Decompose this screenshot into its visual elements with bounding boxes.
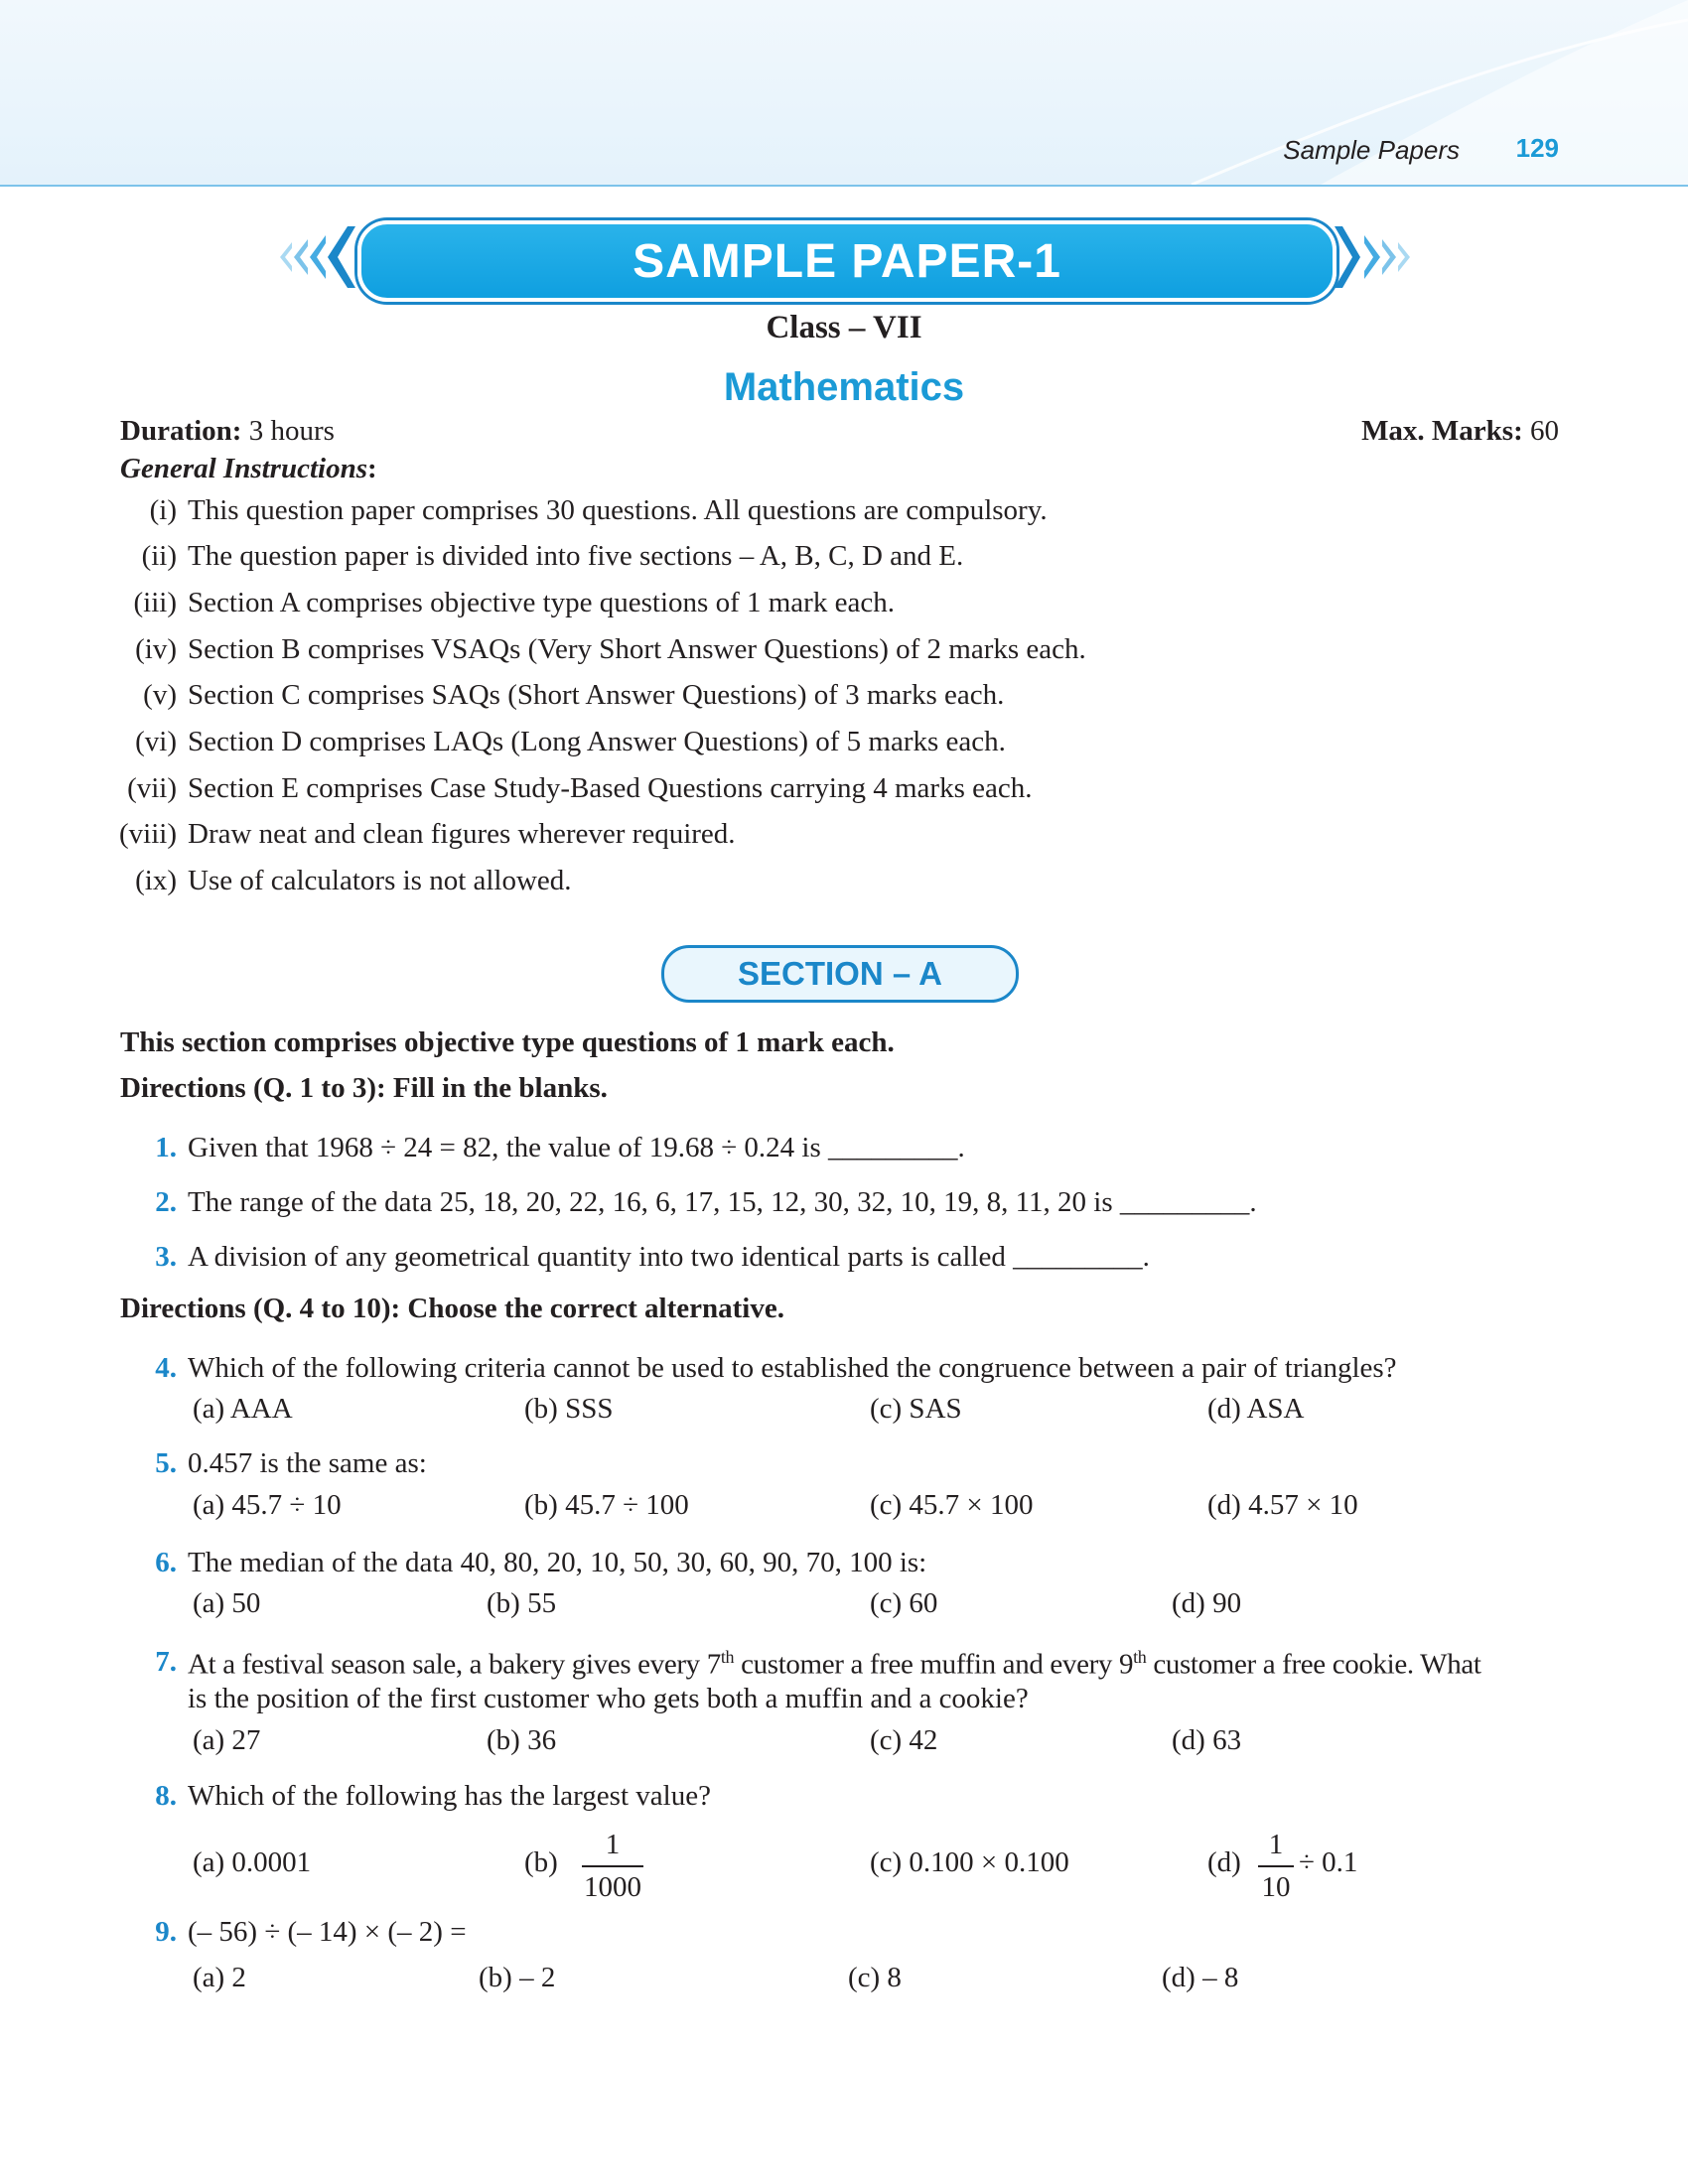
question-number: 3. — [155, 1241, 177, 1273]
option-a: (a) 27 — [193, 1724, 261, 1756]
question-text: Which of the following criteria cannot be used to established the congruence between a pair of triangles? — [188, 1352, 1397, 1384]
question-text: Which of the following has the largest value? — [188, 1780, 711, 1812]
left-chevrons-icon — [256, 220, 355, 294]
question-number: 6. — [155, 1547, 177, 1578]
section-intro: This section comprises objective type questions of 1 mark each. — [120, 1026, 895, 1058]
option-d: (d) – 8 — [1162, 1962, 1239, 1993]
instruction-number: (ix) — [135, 865, 177, 896]
instruction-text: Section D comprises LAQs (Long Answer Questions) of 5 marks each. — [188, 726, 1006, 757]
option-a: (a) AAA — [193, 1393, 293, 1425]
question-text: The median of the data 40, 80, 20, 10, 50, 30, 60, 90, 70, 100 is: — [188, 1547, 927, 1578]
page-header-band — [0, 0, 1688, 187]
option-c: (c) 42 — [870, 1724, 938, 1756]
option-c: (c) SAS — [870, 1393, 962, 1425]
fraction-bar — [582, 1865, 643, 1867]
option-a: (a) 2 — [193, 1962, 246, 1993]
question-number: 8. — [155, 1780, 177, 1812]
instructions-heading: General Instructions: — [120, 453, 377, 484]
sample-paper-banner — [357, 220, 1336, 302]
question-text: At a festival season sale, a bakery gives every 7th customer a free muffin and every 9th customer a free cookie. What — [188, 1647, 1481, 1681]
option-b: (b) 45.7 ÷ 100 — [524, 1489, 689, 1521]
instruction-text: This question paper comprises 30 questions. All questions are compulsory. — [188, 494, 1048, 526]
option-d: (d) 90 — [1172, 1587, 1242, 1619]
question-number: 4. — [155, 1352, 177, 1384]
instruction-number: (vii) — [127, 772, 177, 804]
max-marks: Max. Marks: 60 — [1361, 415, 1559, 447]
question-number: 1. — [155, 1132, 177, 1163]
option-a: (a) 50 — [193, 1587, 261, 1619]
instruction-number: (iv) — [135, 633, 177, 665]
directions-fill-blanks: Directions (Q. 1 to 3): Fill in the blanks. — [120, 1072, 608, 1104]
option-a: (a) 45.7 ÷ 10 — [193, 1489, 342, 1521]
option-b: (b) — [524, 1846, 558, 1878]
question-number: 7. — [155, 1646, 177, 1678]
instruction-text: Section E comprises Case Study-Based Questions carrying 4 marks each. — [188, 772, 1033, 804]
option-d-suffix: ÷ 0.1 — [1299, 1846, 1358, 1878]
duration: Duration: 3 hours — [120, 415, 335, 447]
question-text: A division of any geometrical quantity into two identical parts is called _________. — [188, 1241, 1150, 1273]
option-d: (d) ASA — [1207, 1393, 1305, 1425]
option-b: (b) – 2 — [479, 1962, 556, 1993]
option-c: (c) 0.100 × 0.100 — [870, 1846, 1069, 1878]
question-text: Given that 1968 ÷ 24 = 82, the value of 19.68 ÷ 0.24 is _________. — [188, 1132, 965, 1163]
instruction-text: Draw neat and clean figures wherever required. — [188, 818, 736, 850]
option-c: (c) 8 — [848, 1962, 902, 1993]
question-text: (– 56) ÷ (– 14) × (– 2) = — [188, 1916, 467, 1948]
option-d: (d) — [1207, 1846, 1241, 1878]
section-a-heading: SECTION – A — [661, 945, 1019, 1003]
option-c: (c) 45.7 × 100 — [870, 1489, 1034, 1521]
banner-title: SAMPLE PAPER-1 — [633, 234, 1061, 288]
instruction-text: Use of calculators is not allowed. — [188, 865, 572, 896]
question-text: 0.457 is the same as: — [188, 1447, 427, 1479]
option-d: (d) 63 — [1172, 1724, 1242, 1756]
subject-title: Mathematics — [723, 365, 965, 409]
instruction-text: Section A comprises objective type questions of 1 mark each. — [188, 587, 895, 618]
directions-choose-alternative: Directions (Q. 4 to 10): Choose the correct alternative. — [120, 1293, 784, 1324]
right-chevrons-icon — [1335, 220, 1434, 294]
running-title: Sample Papers — [1283, 135, 1460, 165]
option-b: (b) 36 — [487, 1724, 557, 1756]
fraction-one-over-thousand: 1 1000 — [584, 1829, 641, 1903]
instruction-number: (viii) — [119, 818, 177, 850]
option-b: (b) 55 — [487, 1587, 557, 1619]
instruction-number: (i) — [149, 494, 177, 526]
option-a: (a) 0.0001 — [193, 1846, 312, 1878]
fraction-bar — [1258, 1865, 1294, 1867]
question-number: 2. — [155, 1186, 177, 1218]
fraction-one-over-ten: 1 10 — [1258, 1829, 1294, 1904]
instruction-number: (vi) — [135, 726, 177, 757]
option-c: (c) 60 — [870, 1587, 938, 1619]
instruction-number: (v) — [143, 679, 177, 711]
instruction-text: Section B comprises VSAQs (Very Short Answer Questions) of 2 marks each. — [188, 633, 1086, 665]
instruction-number: (ii) — [141, 540, 177, 572]
option-d: (d) 4.57 × 10 — [1207, 1489, 1358, 1521]
page-number: 129 — [1515, 133, 1559, 163]
class-line: Class – VII — [766, 310, 922, 345]
instruction-text: Section C comprises SAQs (Short Answer Questions) of 3 marks each. — [188, 679, 1005, 711]
question-text-line-2: is the position of the first customer who gets both a muffin and a cookie? — [188, 1683, 1029, 1714]
question-number: 9. — [155, 1916, 177, 1948]
instruction-number: (iii) — [133, 587, 177, 618]
option-b: (b) SSS — [524, 1393, 614, 1425]
question-number: 5. — [155, 1447, 177, 1479]
instruction-text: The question paper is divided into five sections – A, B, C, D and E. — [188, 540, 964, 572]
question-text: The range of the data 25, 18, 20, 22, 16, 6, 17, 15, 12, 30, 32, 10, 19, 8, 11, 20 is _________. — [188, 1186, 1257, 1218]
